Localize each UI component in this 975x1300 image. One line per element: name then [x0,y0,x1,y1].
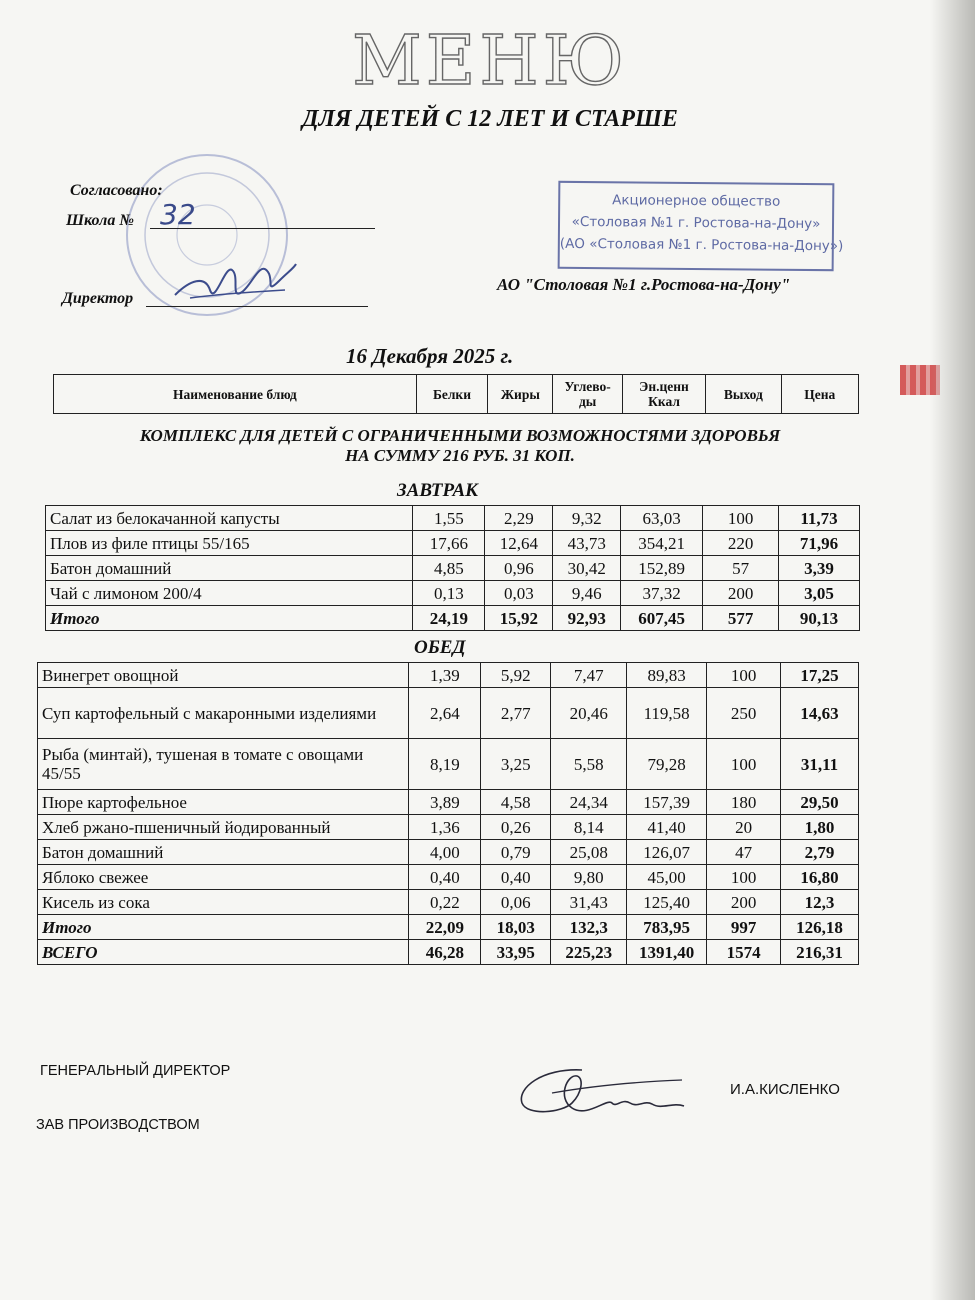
grand-total-fat: 33,95 [481,940,551,965]
dish-yield: 180 [707,790,781,815]
total-carbs: 132,3 [551,915,627,940]
dish-carbs: 8,14 [551,815,627,840]
dish-energy: 63,03 [621,506,703,531]
menu-date: 16 Декабря 2025 г. [346,344,514,368]
dish-fat: 12,64 [485,531,553,556]
dish-carbs: 7,47 [551,663,627,688]
dish-yield: 220 [703,531,779,556]
table-row [46,531,860,556]
dish-energy: 152,89 [621,556,703,581]
complex-title-line2: НА СУММУ 216 РУБ. 31 КОП. [345,446,575,465]
dish-name: Батон домашний [38,840,409,865]
dish-fat: 0,96 [485,556,553,581]
dish-carbs: 20,46 [551,688,627,739]
table-row [38,663,859,688]
column-header-fat: Жиры [488,375,553,414]
dish-name: Хлеб ржано-пшеничный йодированный [38,815,409,840]
dish-yield: 250 [707,688,781,739]
table-row [38,815,859,840]
dish-carbs: 9,80 [551,865,627,890]
total-price: 126,18 [781,915,859,940]
total-yield: 577 [703,606,779,631]
dish-price: 3,39 [779,556,860,581]
dish-energy: 354,21 [621,531,703,556]
dish-price: 3,05 [779,581,860,606]
dish-name: Суп картофельный с макаронными изделиями [38,688,409,739]
dish-carbs: 30,42 [553,556,621,581]
dish-fat: 0,06 [481,890,551,915]
total-energy: 607,45 [621,606,703,631]
column-header-carbs-line2: ды [578,394,597,409]
total-fat: 15,92 [485,606,553,631]
column-header-name: Наименование блюд [54,375,417,414]
column-header-energy-line2: Ккал [648,394,680,409]
dish-price: 17,25 [781,663,859,688]
general-director-title: ГЕНЕРАЛЬНЫЙ ДИРЕКТОР [40,1063,231,1079]
page-edge-shadow [930,0,975,1300]
dish-name: Яблоко свежее [38,865,409,890]
total-price: 90,13 [779,606,860,631]
table-row [46,506,860,531]
dish-yield: 100 [707,739,781,790]
complex-title-line1: КОМПЛЕКС ДЛЯ ДЕТЕЙ С ОГРАНИЧЕННЫМИ ВОЗМОЖНОСТЯМИ ЗДОРОВЬЯ [139,426,781,445]
breakfast-total-row [46,606,860,631]
dish-price: 71,96 [779,531,860,556]
dish-fat: 0,03 [485,581,553,606]
dish-price: 16,80 [781,865,859,890]
column-header-row [54,375,859,414]
dish-yield: 47 [707,840,781,865]
dish-carbs: 9,46 [553,581,621,606]
grand-total-yield: 1574 [707,940,781,965]
table-row [46,556,860,581]
total-label: Итого [38,915,409,940]
dish-price: 29,50 [781,790,859,815]
dish-energy: 41,40 [627,815,707,840]
company-name: АО "Столовая №1 г.Ростова-на-Дону" [497,275,791,294]
breakfast-table [45,505,860,631]
dish-protein: 2,64 [409,688,481,739]
grand-total-energy: 1391,40 [627,940,707,965]
grand-total-row [38,940,859,965]
dish-yield: 20 [707,815,781,840]
dish-carbs: 25,08 [551,840,627,865]
table-row [38,840,859,865]
dish-protein: 17,66 [413,531,485,556]
dish-carbs: 43,73 [553,531,621,556]
dish-energy: 157,39 [627,790,707,815]
column-header-carbs-line1: Углево- [564,379,611,394]
column-header-carbs [553,375,622,414]
grand-total-protein: 46,28 [409,940,481,965]
table-row [38,739,859,790]
general-director-signature [512,1058,712,1128]
dish-energy: 89,83 [627,663,707,688]
complex-title [60,426,860,466]
dish-protein: 0,40 [409,865,481,890]
total-label: Итого [46,606,413,631]
dish-energy: 125,40 [627,890,707,915]
director-label: Директор [62,290,134,307]
table-row [38,688,859,739]
stamp-line-2: «Столовая №1 г. Ростова-на-Дону» [571,213,821,233]
stamp-line-1: Акционерное общество [612,192,781,210]
dish-protein: 0,13 [413,581,485,606]
table-row [46,581,860,606]
total-yield: 997 [707,915,781,940]
lunch-title: ОБЕД [414,637,466,658]
column-header-energy [622,375,705,414]
dish-name: Салат из белокачанной капусты [46,506,413,531]
total-protein: 24,19 [413,606,485,631]
dish-protein: 1,55 [413,506,485,531]
dish-yield: 100 [707,865,781,890]
dish-yield: 200 [703,581,779,606]
dish-protein: 1,36 [409,815,481,840]
grand-total-label: ВСЕГО [38,940,409,965]
dish-name: Батон домашний [46,556,413,581]
school-label: Школа № [66,212,134,229]
director-signature [170,250,300,310]
dish-carbs: 9,32 [553,506,621,531]
dish-protein: 1,39 [409,663,481,688]
lunch-table [37,662,859,965]
column-header-energy-line1: Эн.ценн [639,379,689,394]
total-protein: 22,09 [409,915,481,940]
dish-price: 2,79 [781,840,859,865]
grand-total-price: 216,31 [781,940,859,965]
dish-yield: 100 [703,506,779,531]
stamp-line-3: (АО «Столовая №1 г. Ростова-на-Дону») [559,235,844,255]
general-director-name: И.А.КИСЛЕНКО [730,1081,840,1098]
table-row [38,865,859,890]
dish-price: 12,3 [781,890,859,915]
dish-carbs: 5,58 [551,739,627,790]
dish-fat: 3,25 [481,739,551,790]
total-fat: 18,03 [481,915,551,940]
dish-fat: 2,77 [481,688,551,739]
dish-energy: 79,28 [627,739,707,790]
column-header-price: Цена [781,375,858,414]
dish-price: 14,63 [781,688,859,739]
dish-energy: 37,32 [621,581,703,606]
column-header-protein: Белки [416,375,487,414]
dish-fat: 0,79 [481,840,551,865]
total-energy: 783,95 [627,915,707,940]
dish-price: 11,73 [779,506,860,531]
dish-fat: 0,40 [481,865,551,890]
dish-name: Пюре картофельное [38,790,409,815]
column-header-table [53,374,859,414]
company-stamp [558,181,844,271]
production-head-title: ЗАВ ПРОИЗВОДСТВОМ [36,1117,200,1133]
dish-price: 31,11 [781,739,859,790]
dish-name: Кисель из сока [38,890,409,915]
dish-protein: 4,00 [409,840,481,865]
dish-fat: 0,26 [481,815,551,840]
column-header-yield: Выход [706,375,781,414]
dish-energy: 45,00 [627,865,707,890]
dish-name: Рыба (минтай), тушеная в томате с овощами 45/55 [38,739,409,790]
dish-yield: 100 [707,663,781,688]
dish-fat: 4,58 [481,790,551,815]
dish-energy: 126,07 [627,840,707,865]
dish-name: Винегрет овощной [38,663,409,688]
lunch-total-row [38,915,859,940]
dish-protein: 4,85 [413,556,485,581]
dish-carbs: 31,43 [551,890,627,915]
dish-yield: 57 [703,556,779,581]
breakfast-title: ЗАВТРАК [397,480,479,501]
dish-protein: 3,89 [409,790,481,815]
dish-yield: 200 [707,890,781,915]
dish-name: Чай с лимоном 200/4 [46,581,413,606]
grand-total-carbs: 225,23 [551,940,627,965]
dish-energy: 119,58 [627,688,707,739]
approval-label: Согласовано: [70,182,163,199]
page-subtitle: ДЛЯ ДЕТЕЙ С 12 ЛЕТ И СТАРШЕ [302,106,678,132]
dish-protein: 0,22 [409,890,481,915]
dish-fat: 5,92 [481,663,551,688]
dish-carbs: 24,34 [551,790,627,815]
dish-price: 1,80 [781,815,859,840]
dish-fat: 2,29 [485,506,553,531]
page-title: МЕНЮ [352,22,628,101]
school-number: 32 [160,198,196,231]
dish-name: Плов из филе птицы 55/165 [46,531,413,556]
table-row [38,790,859,815]
dish-protein: 8,19 [409,739,481,790]
total-carbs: 92,93 [553,606,621,631]
table-row [38,890,859,915]
